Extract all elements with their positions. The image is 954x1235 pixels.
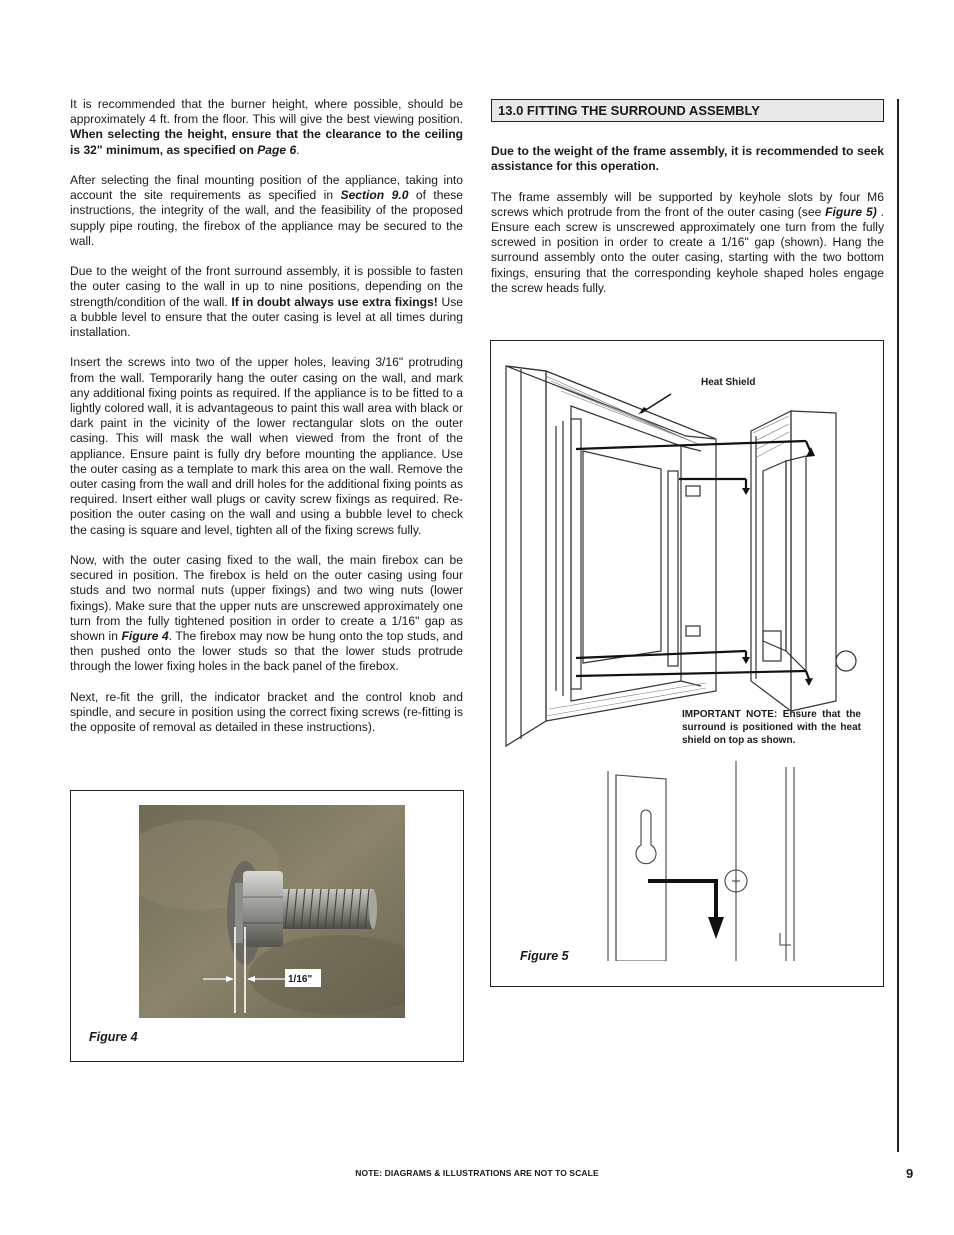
right-column bbox=[491, 144, 884, 311]
figure-4-box bbox=[70, 790, 464, 1062]
figure-5-box bbox=[490, 340, 884, 987]
paragraph-firebox: Now, with the outer casing fixed to the wall, the main firebox can be secured in position. The firebox is held on the outer casing using four studs and two normal nuts (upper fixings) and two wing nuts (lower fixings). Make sure that the upper nuts are unscrewed approximately one turn from the fully tightened position in order to create a 1/16" gap as shown in Figure 4. The firebox may now be hung onto the top studs, and then pushed onto the lower studs so that the lower studs protrude through the lower fixing holes in the back panel of the firebox. bbox=[70, 553, 463, 674]
paragraph-refit: Next, re-fit the grill, the indicator bracket and the control knob and spindle, and secure in position using the correct fixing screws (re-fitting is the opposite of removal as detailed in these instructions). bbox=[70, 689, 463, 735]
paragraph-keyhole-slots: The frame assembly will be supported by keyhole slots by four M6 screws which protrude from the front of the outer casing (see Figure 5) . Ensure each screw is unscrewed approximately one turn from the fully screwed in position in order to create a 1/16" gap (shown). Hang the surround assembly onto the outer casing, starting with the two bottom fixings, ensuring that the corresponding keyhole shaped holes engage the screw heads fully. bbox=[491, 189, 884, 295]
vertical-rule bbox=[897, 99, 899, 1152]
gap-label: 1/16" bbox=[288, 974, 313, 985]
page-number: 9 bbox=[906, 1166, 914, 1181]
surround-assembly-diagram bbox=[501, 361, 871, 751]
figure-4-caption: Figure 4 bbox=[89, 1030, 138, 1044]
heat-shield-label: Heat Shield bbox=[701, 377, 756, 388]
paragraph-mounting-position: After selecting the final mounting position of the appliance, taking into account the site requirements as specified in Section 9.0 of these instructions, the integrity of the wall, and the feasibility of the proposed supply pipe routing, the firebox of the appliance may be secured to the wall. bbox=[70, 173, 463, 248]
figure-5-caption: Figure 5 bbox=[520, 949, 569, 963]
keyhole-detail-diagram bbox=[586, 761, 796, 961]
paragraph-burner-height: It is recommended that the burner height, where possible, should be approximately 4 ft. from the floor. This will give the best viewing position. When selecting the height, ensure that the clearance to the ceiling is 32" minimum, as specified on Page 6. bbox=[70, 97, 463, 157]
left-column bbox=[70, 97, 463, 751]
paragraph-insert-screws: Insert the screws into two of the upper holes, leaving 3/16" protruding from the wall. Temporarily hang the outer casing on the wall, and mark any additional fixing points as required. If the appliance is to be fitted to a lightly colored wall, it is advantageous to paint this wall area with black or dark paint in the vicinity of the lower rectangular slots on the outer casing. This will mask the wall when viewed from the front of the appliance. Ensure paint is fully dry before mounting the appliance. Use the outer casing as a template to mark this area on the wall. Remove the outer casing from the wall and drill holes for the additional fixing points as required. Insert either wall plugs or cavity screw fixings as required. Re-position the outer casing on the wall and using a bubble level to check the casing is square and level, tighten all of the fixing screws fully. bbox=[70, 355, 463, 537]
paragraph-weight-warning: Due to the weight of the frame assembly, it is recommended to seek assistance for this operation. bbox=[491, 144, 884, 174]
footer-note: NOTE: DIAGRAMS & ILLUSTRATIONS ARE NOT TO SCALE bbox=[355, 1168, 599, 1178]
stud-nut-photo bbox=[139, 805, 405, 1018]
important-note: IMPORTANT NOTE: Ensure that the surround is positioned with the heat shield on top as shown. bbox=[682, 709, 861, 746]
paragraph-fixings: Due to the weight of the front surround assembly, it is possible to fasten the outer casing to the wall in up to nine positions, depending on the strength/condition of the wall. If in doubt always use extra fixings! Use a bubble level to ensure that the outer casing is level at all times during installation. bbox=[70, 264, 464, 340]
section-title: 13.0 FITTING THE SURROUND ASSEMBLY bbox=[491, 99, 884, 122]
